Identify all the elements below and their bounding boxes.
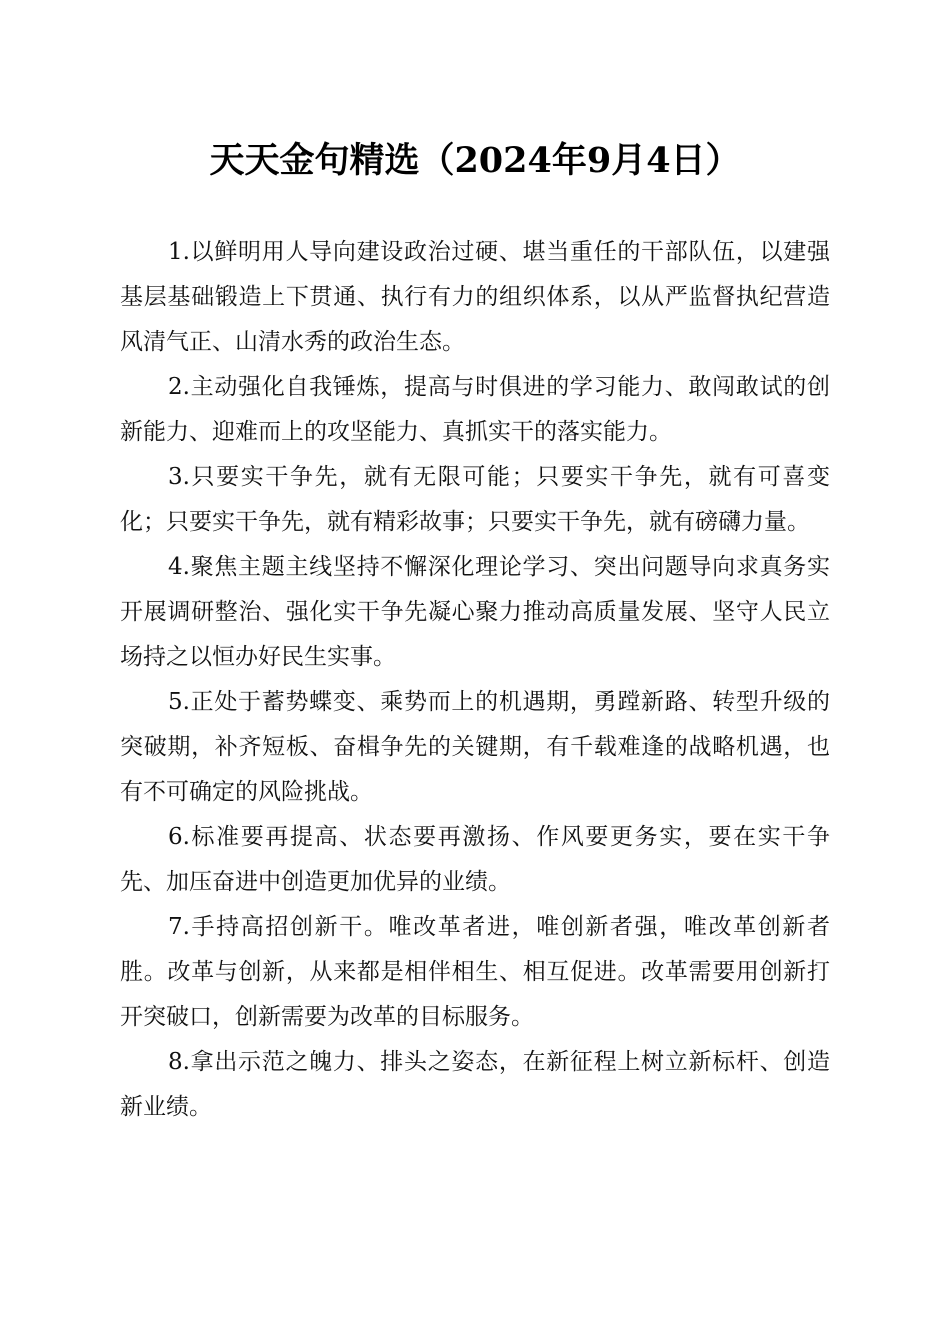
quote-item-5: 5.正处于蓄势蝶变、乘势而上的机遇期，勇蹚新路、转型升级的突破期，补齐短板、奋楫争先的关键期，有千载难逢的战略机遇，也有不可确定的风险挑战。 — [120, 689, 830, 805]
document-body — [120, 230, 830, 1130]
quote-item-6: 6.标准要再提高、状态要再激扬、作风要更务实，要在实干争先、加压奋进中创造更加优异的业绩。 — [120, 824, 830, 895]
quote-item-2: 2.主动强化自我锤炼，提高与时俱进的学习能力、敢闯敢试的创新能力、迎难而上的攻坚能力、真抓实干的落实能力。 — [120, 374, 830, 445]
page-title: 天天金句精选（2024年9月4日） — [209, 140, 741, 181]
quote-item-4: 4.聚焦主题主线坚持不懈深化理论学习、突出问题导向求真务实开展调研整治、强化实干争先凝心聚力推动高质量发展、坚守人民立场持之以恒办好民生实事。 — [120, 554, 830, 670]
quote-item-7: 7.手持高招创新干。唯改革者进，唯创新者强，唯改革创新者胜。改革与创新，从来都是相伴相生、相互促进。改革需要用创新打开突破口，创新需要为改革的目标服务。 — [120, 914, 830, 1030]
quote-item-8: 8.拿出示范之魄力、排头之姿态，在新征程上树立新标杆、创造新业绩。 — [120, 1049, 830, 1120]
quote-item-3: 3.只要实干争先，就有无限可能；只要实干争先，就有可喜变化；只要实干争先，就有精彩故事；只要实干争先，就有磅礴力量。 — [120, 464, 830, 535]
quote-item-1: 1.以鲜明用人导向建设政治过硬、堪当重任的干部队伍，以建强基层基础锻造上下贯通、执行有力的组织体系，以从严监督执纪营造风清气正、山清水秀的政治生态。 — [120, 239, 830, 355]
